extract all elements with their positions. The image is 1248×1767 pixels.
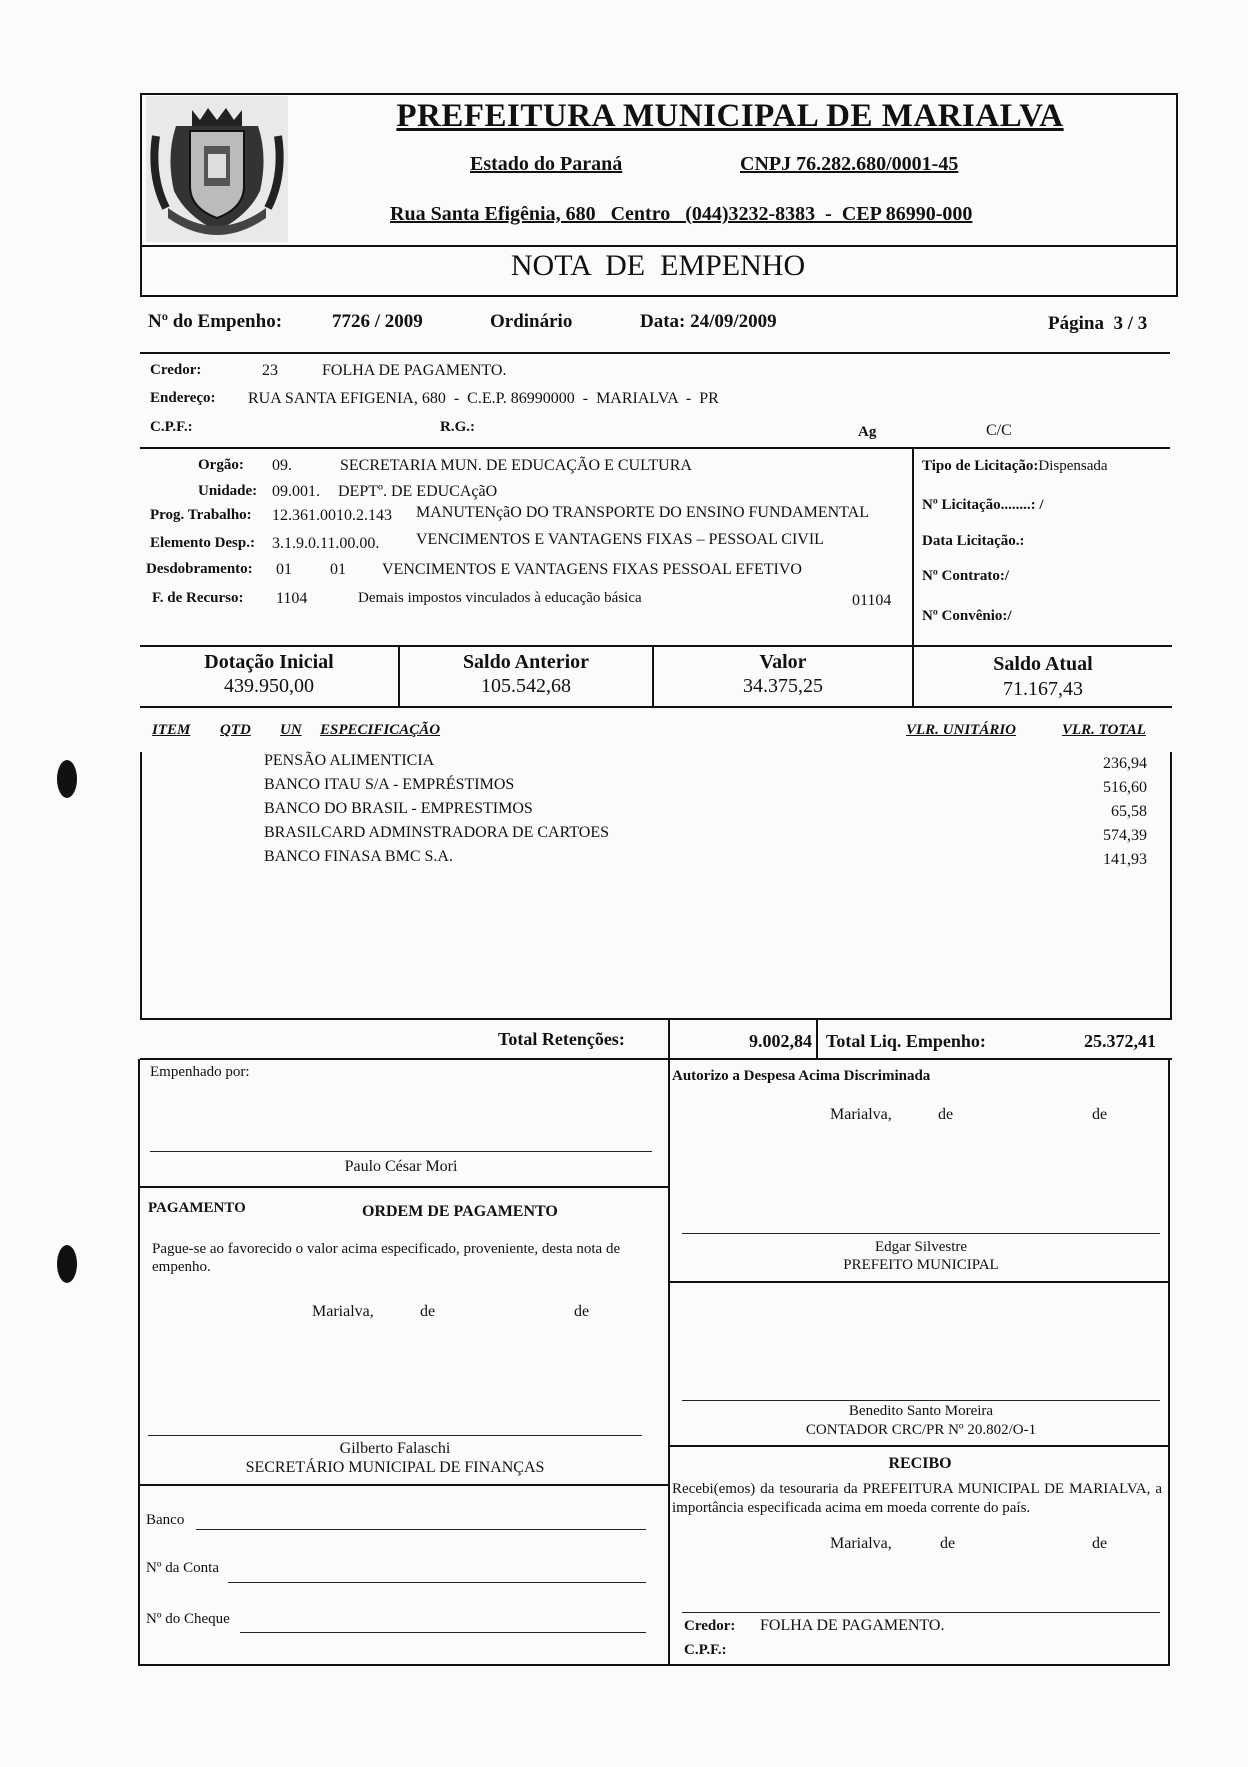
recibo-credor-name: FOLHA DE PAGAMENTO. bbox=[760, 1617, 945, 1634]
total-liq-value: 25.372,41 bbox=[1084, 1031, 1156, 1051]
pagamento-city: Marialva, bbox=[312, 1303, 374, 1320]
recurso-desc: Demais impostos vinculados à educação básica bbox=[358, 590, 642, 606]
licitacao-type-label bbox=[922, 458, 1108, 475]
ag-label: Ag bbox=[858, 424, 877, 440]
total-retencoes-label: Total Retenções: bbox=[498, 1029, 625, 1049]
list-item-total: 516,60 bbox=[1103, 779, 1147, 796]
desdobramento-a: 01 bbox=[276, 561, 292, 578]
elemento-label: Elemento Desp.: bbox=[150, 535, 255, 551]
desdobramento-label: Desdobramento: bbox=[146, 561, 253, 577]
empenho-number-label: Nº do Empenho: bbox=[148, 311, 283, 332]
cc-label: C/C bbox=[986, 422, 1012, 439]
recurso-label: F. de Recurso: bbox=[152, 590, 244, 606]
credor-label: Credor: bbox=[150, 362, 202, 378]
signature-line bbox=[682, 1233, 1160, 1234]
col-vlr-total: VLR. TOTAL bbox=[1062, 722, 1146, 738]
col-un: UN bbox=[280, 722, 302, 738]
pague-se-text: Pague-se ao favorecido o valor acima especificado, proveniente, desta nota de empenho. bbox=[152, 1241, 621, 1275]
list-item-total: 574,39 bbox=[1103, 827, 1147, 844]
recibo-city: Marialva, bbox=[830, 1535, 892, 1552]
recibo-label: RECIBO bbox=[888, 1455, 952, 1472]
punch-hole-top bbox=[57, 760, 77, 798]
recurso-code2: 01104 bbox=[852, 592, 892, 609]
doc-title: NOTA DE EMPENHO bbox=[510, 249, 806, 282]
unidade-code: 09.001. bbox=[272, 483, 320, 500]
ordem-pagamento-label: ORDEM DE PAGAMENTO bbox=[362, 1203, 558, 1220]
elemento-desc: VENCIMENTOS E VANTAGENS FIXAS – PESSOAL CIVIL bbox=[416, 531, 824, 548]
pagamento-de: de bbox=[574, 1303, 590, 1320]
recibo-credor-label: Credor: bbox=[684, 1618, 736, 1634]
licitacao-type-caption: Tipo de Licitação: bbox=[922, 458, 1039, 474]
list-item: BRASILCARD ADMINSTRADORA DE CARTOES bbox=[264, 824, 610, 841]
recibo-text: Recebi(emos) da tesouraria da PREFEITURA MUNICIPAL DE MARIALVA, a importância especificada acima em moeda corrente do país. bbox=[672, 1481, 1162, 1516]
banco-label: Banco bbox=[146, 1512, 185, 1528]
rg-label: R.G.: bbox=[440, 419, 475, 435]
col-item: ITEM bbox=[152, 722, 191, 738]
credor-name: FOLHA DE PAGAMENTO. bbox=[322, 362, 507, 379]
empenhado-por-label: Empenhado por: bbox=[150, 1064, 250, 1080]
cheque-line bbox=[240, 1632, 646, 1633]
signature-line bbox=[682, 1400, 1160, 1401]
cnpj: CNPJ 76.282.680/0001-45 bbox=[740, 153, 959, 175]
col-especificacao: ESPECIFICAÇÃO bbox=[320, 722, 441, 738]
pagamento-de: de bbox=[420, 1303, 436, 1320]
empenhado-por-name: Paulo César Mori bbox=[344, 1158, 458, 1175]
empenho-number: 7726 / 2009 bbox=[332, 311, 423, 332]
desdobramento-b: 01 bbox=[330, 561, 346, 578]
list-item: BANCO ITAU S/A - EMPRÉSTIMOS bbox=[264, 776, 515, 793]
conta-label: Nº da Conta bbox=[146, 1560, 219, 1576]
saldo-atual-value: 71.167,43 bbox=[1003, 678, 1083, 700]
valor-label: Valor bbox=[759, 651, 807, 673]
saldo-anterior-label: Saldo Anterior bbox=[462, 651, 590, 673]
valor-value: 34.375,25 bbox=[743, 675, 823, 697]
col-qtd: QTD bbox=[220, 722, 251, 738]
signature-line bbox=[148, 1435, 642, 1436]
unidade-label: Unidade: bbox=[198, 483, 258, 499]
cheque-label: Nº do Cheque bbox=[146, 1611, 230, 1627]
orgao-code: 09. bbox=[272, 457, 292, 474]
prog-trabalho-label: Prog. Trabalho: bbox=[150, 507, 252, 523]
recibo-de: de bbox=[940, 1535, 956, 1552]
licitacao-number: Nº Licitação........: / bbox=[922, 497, 1044, 513]
empenho-type: Ordinário bbox=[490, 311, 573, 332]
contrato-number: Nº Contrato:/ bbox=[922, 568, 1010, 584]
prefeito-cargo: PREFEITO MUNICIPAL bbox=[843, 1257, 999, 1273]
list-item: BANCO DO BRASIL - EMPRESTIMOS bbox=[264, 800, 533, 817]
signature-line bbox=[682, 1612, 1160, 1613]
page-number: Página 3 / 3 bbox=[1048, 313, 1148, 334]
dotacao-inicial-value: 439.950,00 bbox=[224, 675, 314, 697]
recibo-de: de bbox=[1092, 1535, 1108, 1552]
orgao-label: Orgão: bbox=[198, 457, 244, 473]
conta-line bbox=[228, 1582, 646, 1583]
desdobramento-desc: VENCIMENTOS E VANTAGENS FIXAS PESSOAL EFETIVO bbox=[382, 561, 802, 578]
state-name: Estado do Paraná bbox=[470, 153, 623, 175]
dotacao-inicial-label: Dotação Inicial bbox=[204, 651, 334, 673]
list-item: BANCO FINASA BMC S.A. bbox=[264, 848, 453, 865]
col-vlr-unitario: VLR. UNITÁRIO bbox=[906, 722, 1017, 738]
recibo-cpf-label: C.P.F.: bbox=[684, 1642, 727, 1658]
autorizo-text: Autorizo a Despesa Acima Discriminada bbox=[672, 1068, 931, 1084]
elemento-code: 3.1.9.0.11.00.00. bbox=[272, 535, 380, 552]
signature-line bbox=[150, 1151, 652, 1152]
credor-address: RUA SANTA EFIGENIA, 680 - C.E.P. 86990000 - MARIALVA - PR bbox=[248, 390, 719, 407]
list-item-total: 65,58 bbox=[1111, 803, 1147, 820]
address-label: Endereço: bbox=[150, 390, 216, 406]
credor-code: 23 bbox=[262, 362, 278, 379]
orgao-desc: SECRETARIA MUN. DE EDUCAÇÃO E CULTURA bbox=[340, 457, 692, 474]
prefeito-name: Edgar Silvestre bbox=[874, 1239, 968, 1255]
list-item-total: 236,94 bbox=[1103, 755, 1147, 772]
list-item: PENSÃO ALIMENTICIA bbox=[264, 752, 435, 769]
contador-name: Benedito Santo Moreira bbox=[848, 1403, 994, 1419]
municipal-coat-of-arms-icon bbox=[146, 96, 288, 242]
contador-cargo: CONTADOR CRC/PR Nº 20.802/O-1 bbox=[805, 1422, 1037, 1438]
convenio-number: Nº Convênio:/ bbox=[922, 608, 1012, 624]
pagamento-label: PAGAMENTO bbox=[148, 1200, 246, 1216]
total-retencoes-value: 9.002,84 bbox=[749, 1031, 812, 1051]
secretario-name: Gilberto Falaschi bbox=[339, 1440, 451, 1457]
local-data-de: de bbox=[1092, 1106, 1108, 1123]
saldo-atual-label: Saldo Atual bbox=[993, 653, 1093, 675]
org-name: PREFEITURA MUNICIPAL DE MARIALVA bbox=[396, 98, 1064, 134]
empenho-date: Data: 24/09/2009 bbox=[640, 311, 777, 332]
secretario-cargo: SECRETÁRIO MUNICIPAL DE FINANÇAS bbox=[245, 1459, 545, 1476]
local-data-city: Marialva, bbox=[830, 1106, 892, 1123]
local-data-de: de bbox=[938, 1106, 954, 1123]
cpf-label: C.P.F.: bbox=[150, 419, 193, 435]
prog-trabalho-code: 12.361.0010.2.143 bbox=[272, 507, 392, 524]
licitacao-date: Data Licitação.: bbox=[922, 533, 1025, 549]
recurso-code: 1104 bbox=[276, 590, 308, 607]
address-line: Rua Santa Efigênia, 680 Centro (044)3232-8383 - CEP 86990-000 bbox=[390, 203, 973, 225]
licitacao-type-value: Dispensada bbox=[1038, 458, 1108, 474]
list-item-total: 141,93 bbox=[1103, 851, 1147, 868]
saldo-anterior-value: 105.542,68 bbox=[481, 675, 571, 697]
prog-trabalho-desc: MANUTENçãO DO TRANSPORTE DO ENSINO FUNDAMENTAL bbox=[416, 504, 869, 521]
banco-line bbox=[196, 1529, 646, 1530]
punch-hole-bottom bbox=[57, 1245, 77, 1283]
unidade-desc: DEPTº. DE EDUCAçãO bbox=[338, 483, 498, 500]
total-liq-label: Total Liq. Empenho: bbox=[826, 1031, 986, 1051]
